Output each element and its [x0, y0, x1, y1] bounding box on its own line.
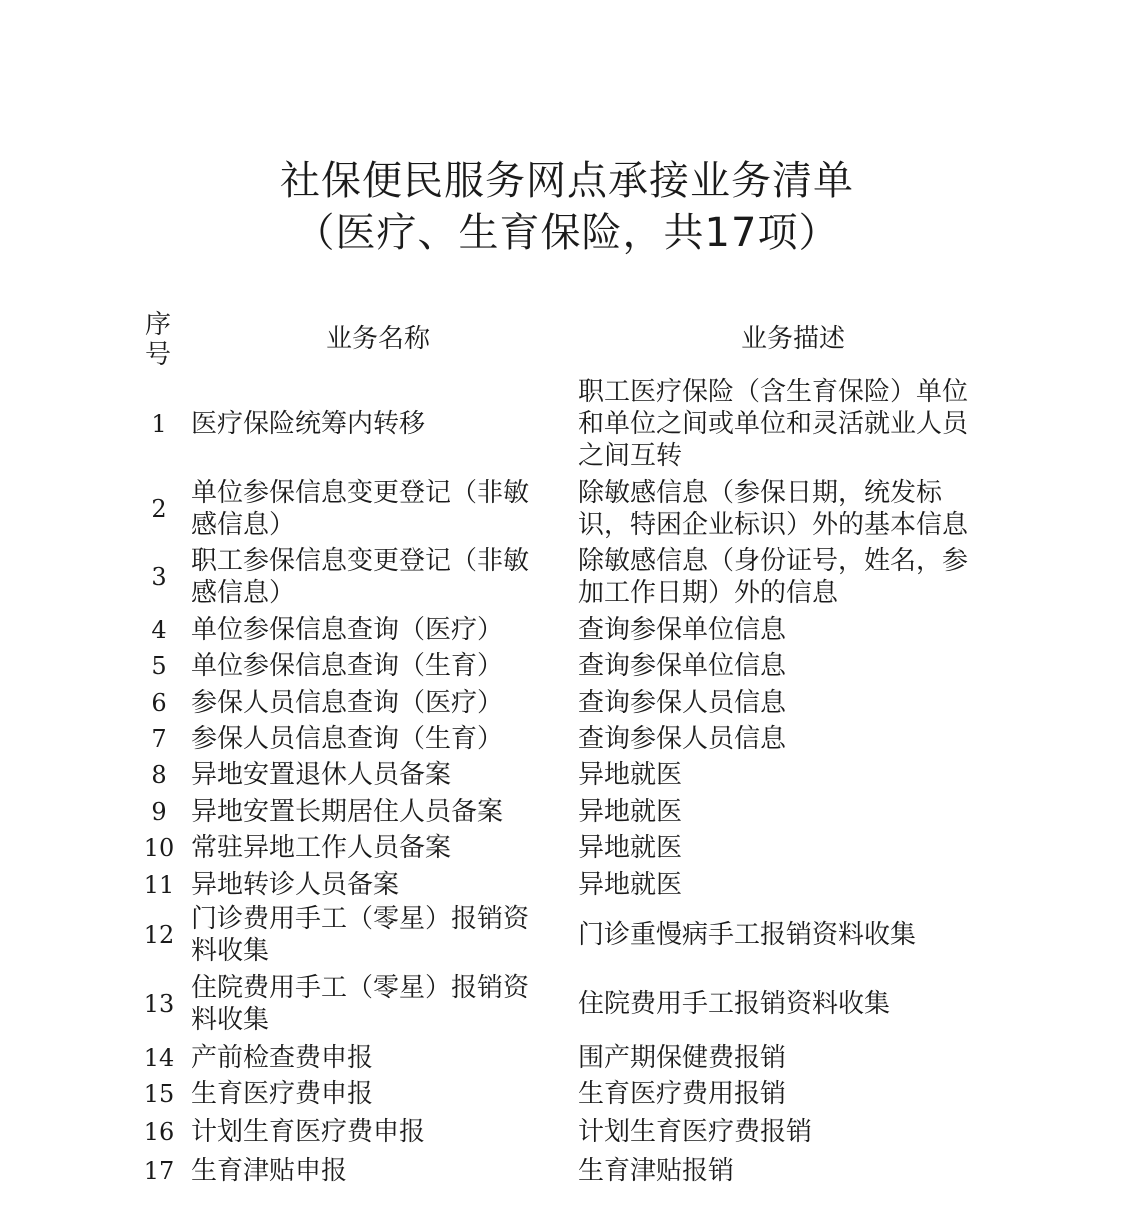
business-name [191, 545, 563, 609]
business-name-line: 生育医疗费申报 [191, 1079, 374, 1109]
business-name [191, 687, 563, 719]
row-number [140, 408, 178, 440]
business-name-line: 职工参保信息变更登记（非敏 [191, 546, 530, 576]
business-name-line: 料收集 [191, 1005, 270, 1035]
row-number [140, 796, 178, 828]
row-number-line: 11 [143, 871, 175, 899]
business-description [578, 1116, 1008, 1148]
business-name-line: 感信息） [191, 510, 296, 540]
business-name [191, 796, 563, 828]
business-name-line: 参保人员信息查询（生育） [191, 724, 504, 754]
business-description [578, 796, 1008, 828]
table-row [0, 1041, 1134, 1075]
business-description [578, 614, 1008, 646]
business-name-line: 单位参保信息变更登记（非敏 [191, 478, 530, 508]
business-description-line: 除敏感信息（身份证号，姓名，参 [578, 546, 969, 576]
table-row [0, 758, 1134, 792]
business-description-line: 查询参保单位信息 [578, 651, 787, 681]
business-name [191, 1078, 563, 1110]
row-number [140, 988, 178, 1020]
table-row [0, 903, 1134, 967]
business-name [191, 650, 563, 682]
business-description-line: 查询参保单位信息 [578, 615, 787, 645]
business-name-line: 计划生育医疗费申报 [191, 1117, 426, 1147]
business-description [578, 723, 1008, 755]
business-description [578, 477, 1008, 541]
header-business-description: 业务描述 [741, 324, 846, 354]
business-description-line: 门诊重慢病手工报销资料收集 [578, 920, 917, 950]
table-row [0, 649, 1134, 683]
business-description [578, 687, 1008, 719]
business-description-line: 和单位之间或单位和灵活就业人员 [578, 409, 969, 439]
row-number-line: 6 [151, 689, 167, 717]
row-number-line: 17 [143, 1157, 175, 1185]
row-number-line: 10 [143, 834, 175, 862]
row-number-line: 8 [151, 761, 167, 789]
business-description [578, 1078, 1008, 1110]
business-name [191, 1155, 563, 1187]
header-business-name: 业务名称 [326, 324, 431, 354]
row-number [140, 919, 178, 951]
row-number [140, 869, 178, 901]
business-description-line: 除敏感信息（参保日期，统发标 [578, 478, 943, 508]
header-serial-char-2: 号 [144, 340, 171, 370]
business-description-line: 加工作日期）外的信息 [578, 578, 839, 608]
business-description-line: 生育津贴报销 [578, 1156, 735, 1186]
business-name-line: 异地转诊人员备案 [191, 870, 400, 900]
row-number-line: 13 [143, 990, 175, 1018]
business-name [191, 477, 563, 541]
business-description [578, 376, 1008, 472]
business-name-line: 医疗保险统筹内转移 [191, 409, 426, 439]
row-number [140, 832, 178, 864]
page-title: 社保便民服务网点承接业务清单 [280, 158, 854, 204]
row-number [140, 493, 178, 525]
row-number [140, 1155, 178, 1187]
business-name-line: 单位参保信息查询（医疗） [191, 615, 504, 645]
business-name-line: 参保人员信息查询（医疗） [191, 688, 504, 718]
business-description [578, 869, 1008, 901]
business-description-line: 职工医疗保险（含生育保险）单位 [578, 377, 969, 407]
row-number-line: 9 [151, 798, 167, 826]
table-row [0, 477, 1134, 541]
business-description-line: 异地就医 [578, 797, 683, 827]
business-name-line: 异地安置长期居住人员备案 [191, 797, 504, 827]
business-name-line: 门诊费用手工（零星）报销资 [191, 904, 530, 934]
table-row [0, 686, 1134, 720]
row-number [140, 1078, 178, 1110]
business-description-line: 之间互转 [578, 441, 683, 471]
row-number-line: 16 [143, 1118, 175, 1146]
business-name [191, 832, 563, 864]
business-description [578, 1042, 1008, 1074]
table-row [0, 1115, 1134, 1149]
business-name-line: 常驻异地工作人员备案 [191, 833, 452, 863]
row-number-line: 3 [151, 563, 167, 591]
business-name-line: 住院费用手工（零星）报销资 [191, 973, 530, 1003]
page-subtitle: （医疗、生育保险，共17项） [294, 210, 840, 256]
table-row [0, 722, 1134, 756]
business-description-line: 查询参保人员信息 [578, 724, 787, 754]
business-description-line: 查询参保人员信息 [578, 688, 787, 718]
business-description-line: 异地就医 [578, 833, 683, 863]
business-description [578, 545, 1008, 609]
business-name-line: 感信息） [191, 578, 296, 608]
business-name [191, 869, 563, 901]
row-number [140, 723, 178, 755]
business-name [191, 903, 563, 967]
table-row [0, 613, 1134, 647]
business-description-line: 异地就医 [578, 870, 683, 900]
row-number-line: 15 [143, 1080, 175, 1108]
row-number [140, 1042, 178, 1074]
business-description-line: 围产期保健费报销 [578, 1043, 787, 1073]
business-description-line: 异地就医 [578, 760, 683, 790]
business-name [191, 1042, 563, 1074]
business-description [578, 988, 1008, 1020]
row-number-line: 1 [151, 410, 167, 438]
row-number [140, 1116, 178, 1148]
row-number [140, 650, 178, 682]
business-description-line: 生育医疗费用报销 [578, 1079, 787, 1109]
business-name-line: 生育津贴申报 [191, 1156, 348, 1186]
header-serial-char-1: 序 [144, 310, 171, 340]
table-row [0, 972, 1134, 1036]
business-name [191, 759, 563, 791]
business-name [191, 614, 563, 646]
business-description [578, 650, 1008, 682]
row-number-line: 4 [151, 616, 167, 644]
business-description-line: 识，特困企业标识）外的基本信息 [578, 510, 969, 540]
business-name [191, 1116, 563, 1148]
business-description-line: 计划生育医疗费报销 [578, 1117, 813, 1147]
row-number-line: 2 [151, 495, 167, 523]
row-number-line: 5 [151, 652, 167, 680]
business-name [191, 972, 563, 1036]
table-row [0, 376, 1134, 472]
business-name [191, 723, 563, 755]
header-serial-number [143, 310, 173, 370]
table-row [0, 831, 1134, 865]
business-description [578, 832, 1008, 864]
business-description [578, 759, 1008, 791]
row-number-line: 12 [143, 921, 175, 949]
business-name-line: 单位参保信息查询（生育） [191, 651, 504, 681]
business-description [578, 919, 1008, 951]
business-name-line: 产前检查费申报 [191, 1043, 374, 1073]
row-number [140, 759, 178, 791]
table-row [0, 868, 1134, 902]
row-number-line: 14 [143, 1044, 175, 1072]
business-name [191, 408, 563, 440]
business-name-line: 料收集 [191, 936, 270, 966]
business-description [578, 1155, 1008, 1187]
table-row [0, 795, 1134, 829]
business-name-line: 异地安置退休人员备案 [191, 760, 452, 790]
table-row [0, 1154, 1134, 1188]
row-number [140, 687, 178, 719]
row-number-line: 7 [151, 725, 167, 753]
table-row [0, 1077, 1134, 1111]
table-row [0, 545, 1134, 609]
business-description-line: 住院费用手工报销资料收集 [578, 989, 891, 1019]
row-number [140, 561, 178, 593]
row-number [140, 614, 178, 646]
